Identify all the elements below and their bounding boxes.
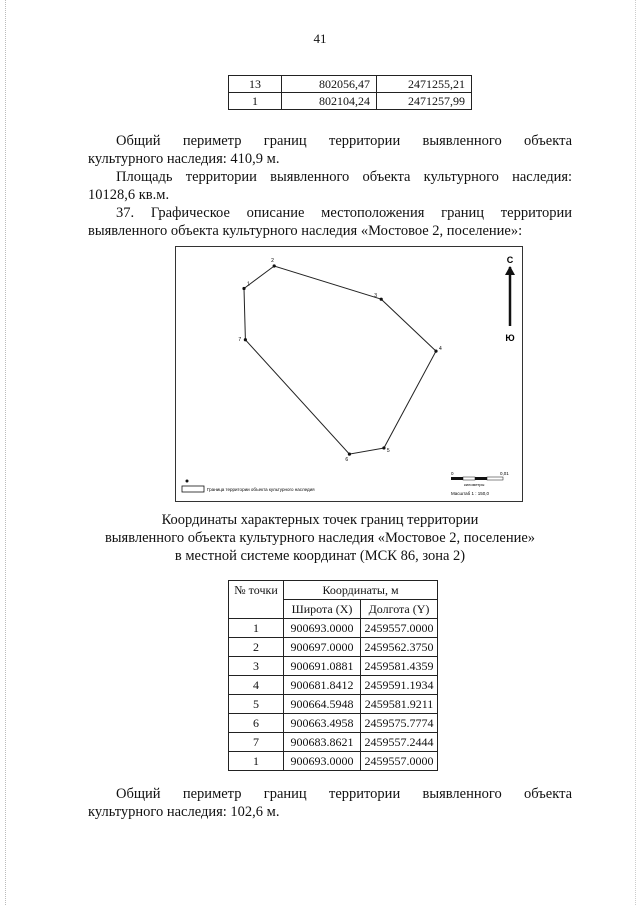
- cell-point-number: 2: [229, 638, 284, 657]
- word: 37.: [116, 205, 135, 221]
- table-cell: 802056,47: [282, 76, 377, 93]
- table-cell: 2471257,99: [377, 93, 472, 110]
- table-row: [229, 752, 438, 771]
- table-row: [229, 695, 438, 714]
- word: границ: [263, 133, 307, 149]
- table-row: [229, 714, 438, 733]
- boundary-map-canvas: [176, 247, 522, 501]
- vertex-label: 2: [271, 258, 274, 264]
- table-row: [229, 676, 438, 695]
- header-point-number: № точки: [229, 581, 284, 619]
- page-number: 41: [313, 31, 327, 46]
- vertex-label: 5: [386, 447, 390, 454]
- table-row: [229, 93, 472, 110]
- perimeter-line-1: [116, 132, 572, 150]
- scale-segment: [451, 477, 463, 480]
- word: объекта: [362, 169, 411, 185]
- vertex-label: 7: [238, 336, 242, 343]
- header-latitude: Широта (X): [284, 600, 361, 619]
- north-label: С: [506, 255, 514, 265]
- word: культурного: [423, 169, 499, 185]
- table-row: [229, 619, 438, 638]
- table-row: [229, 76, 472, 93]
- word: объекта: [524, 786, 573, 802]
- cell-latitude: 900691.0881: [284, 657, 361, 676]
- header-coordinates: Координаты, м: [284, 581, 438, 600]
- cell-latitude: 900663.4958: [284, 714, 361, 733]
- header-longitude: Долгота (Y): [361, 600, 438, 619]
- word: Графическое: [150, 205, 230, 221]
- cell-point-number: 6: [229, 714, 284, 733]
- scale-segment: [487, 477, 503, 480]
- north-arrow-head-icon: [505, 266, 515, 275]
- scale-segment: [463, 477, 475, 480]
- table-row: [229, 657, 438, 676]
- cell-point-number: 7: [229, 733, 284, 752]
- map-legend: [182, 480, 315, 493]
- cell-point-number: 1: [229, 619, 284, 638]
- vertex-label: 6: [345, 457, 349, 464]
- boundary-map: [175, 246, 523, 502]
- cell-point-number: 1: [229, 752, 284, 771]
- cell-latitude: 900693.0000: [284, 619, 361, 638]
- word: описание: [246, 205, 305, 221]
- word: Общий: [116, 786, 161, 802]
- area-line-2: 10128,6 кв.м.: [88, 187, 170, 203]
- scale-start-label: 0: [451, 471, 454, 476]
- vertex-point: [382, 446, 385, 449]
- word: выявленного: [422, 133, 502, 149]
- table-cell: 13: [229, 76, 282, 93]
- word: территории: [185, 169, 257, 185]
- word: периметр: [182, 133, 242, 149]
- table-header-row: [229, 581, 438, 600]
- scan-edge-left: [0, 0, 6, 905]
- word: периметр: [182, 786, 242, 802]
- boundary-polygon: [244, 266, 436, 454]
- word: местоположения: [321, 205, 425, 221]
- table-cell: 2471255,21: [377, 76, 472, 93]
- table-row: [229, 733, 438, 752]
- word: территории: [329, 133, 401, 149]
- cell-longitude: 2459557.0000: [361, 619, 438, 638]
- caption-line-2: выявленного объекта культурного наследия «Мостовое 2, поселение»: [104, 530, 536, 546]
- table-cell: 802104,24: [282, 93, 377, 110]
- vertex-label: 3: [374, 293, 377, 300]
- scale-segment: [475, 477, 487, 480]
- vertex-point: [348, 453, 351, 456]
- cell-longitude: 2459581.4359: [361, 657, 438, 676]
- scale-end-label: 0,01: [500, 471, 509, 476]
- section-line-1: [116, 204, 572, 222]
- cell-longitude: 2459557.2444: [361, 733, 438, 752]
- cell-point-number: 5: [229, 695, 284, 714]
- cell-point-number: 4: [229, 676, 284, 695]
- vertex-point: [244, 338, 247, 341]
- perimeter2-line-1: [116, 785, 572, 803]
- cell-latitude: 900683.8621: [284, 733, 361, 752]
- section-line-2: выявленного объекта культурного наследия «Мостовое 2, поселение»:: [88, 223, 523, 239]
- perimeter2-line-2: культурного наследия: 102,6 м.: [88, 804, 280, 820]
- area-line-1: [116, 168, 572, 186]
- word: границ: [441, 205, 485, 221]
- word: Общий: [116, 133, 161, 149]
- word: границ: [263, 786, 307, 802]
- cell-longitude: 2459575.7774: [361, 714, 438, 733]
- perimeter-line-2: культурного наследия: 410,9 м.: [88, 151, 280, 167]
- south-label: Ю: [505, 333, 515, 343]
- legend-swatch: [182, 486, 204, 492]
- caption-line-3: в местной системе координат (МСК 86, зона 2): [174, 548, 466, 564]
- cell-longitude: 2459562.3750: [361, 638, 438, 657]
- coordinates-table-body: [229, 619, 438, 771]
- vertex-label: 1: [247, 281, 250, 288]
- cell-latitude: 900693.0000: [284, 752, 361, 771]
- word: выявленного: [270, 169, 350, 185]
- scan-edge-right: [635, 0, 640, 905]
- word: территории: [329, 786, 401, 802]
- vertex-point: [380, 298, 383, 301]
- cell-latitude: 900664.5948: [284, 695, 361, 714]
- word: объекта: [524, 133, 573, 149]
- caption-line-1: Координаты характерных точек границ территории: [161, 512, 479, 528]
- word: Площадь: [116, 169, 173, 185]
- scale-bar: [451, 471, 509, 496]
- word: выявленного: [422, 786, 502, 802]
- cell-latitude: 900681.8412: [284, 676, 361, 695]
- cell-longitude: 2459557.0000: [361, 752, 438, 771]
- top-coordinates-table: [228, 75, 472, 110]
- coordinates-table: [228, 580, 438, 771]
- table-row: [229, 638, 438, 657]
- cell-longitude: 2459591.1934: [361, 676, 438, 695]
- cell-latitude: 900697.0000: [284, 638, 361, 657]
- vertex-point: [242, 287, 245, 290]
- table-cell: 1: [229, 93, 282, 110]
- vertex-layer: [238, 258, 442, 463]
- cell-longitude: 2459581.9211: [361, 695, 438, 714]
- legend-label: Граница территории объекта культурного наследия: [207, 487, 315, 492]
- vertex-point: [273, 264, 276, 267]
- legend-point-icon: [186, 480, 189, 483]
- cell-point-number: 3: [229, 657, 284, 676]
- scale-units-label: километры: [464, 482, 485, 487]
- scale-ratio-label: Масштаб 1 : 150,0: [451, 491, 490, 496]
- north-arrow: [505, 255, 515, 343]
- word: наследия:: [512, 169, 573, 185]
- vertex-point: [434, 350, 437, 353]
- word: территории: [500, 205, 572, 221]
- vertex-label: 4: [439, 346, 442, 353]
